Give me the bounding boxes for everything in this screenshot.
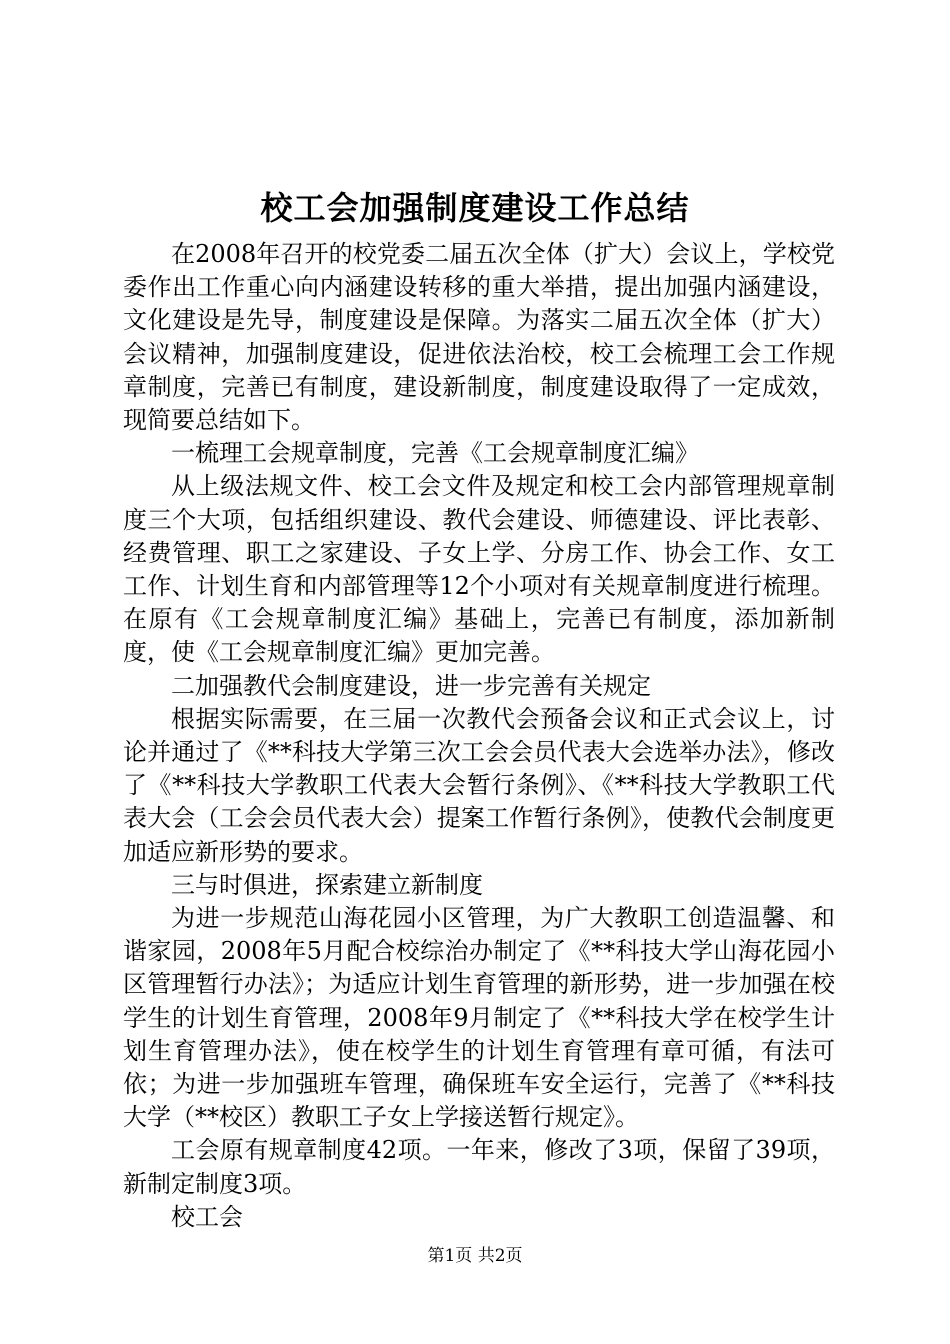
section-heading-3: 三与时俱进，探索建立新制度 xyxy=(171,870,483,899)
document-title: 校工会加强制度建设工作总结 xyxy=(260,189,690,227)
section-heading-1: 一梳理工会规章制度，完善《工会规章制度汇编》 xyxy=(171,439,699,468)
paragraph-section-1: 从上级法规文件、校工会文件及规定和校工会内部管理规章制度三个大项，包括组织建设、教代会建设、师德建设、评比表彰、经费管理、职工之家建设、子女上学、分房工作、协会工作、女工工作、计划生育和内部管理等12个小项对有关规章制度进行梳理。在原有《工会规章制度汇编》基础上，完善已有制度，添加新制度，使《工会规章制度汇编》更加完善。 xyxy=(123,472,835,667)
paragraph-summary: 工会原有规章制度42项。一年来，修改了3项，保留了39项，新制定制度3项。 xyxy=(123,1136,835,1198)
document-body xyxy=(123,238,835,1234)
paragraph-section-3: 为进一步规范山海花园小区管理，为广大教职工创造温馨、和谐家园，2008年5月配合校综治办制定了《**科技大学山海花园小区管理暂行办法》；为适应计划生育管理的新形势，进一步加强在校学生的计划生育管理，2008年9月制定了《**科技大学在校学生计划生育管理办法》，使在校学生的计划生育管理有章可循，有法可依；为进一步加强班车管理，确保班车安全运行，完善了《**科技大学（**校区）教职工子女上学接送暂行规定》。 xyxy=(123,904,835,1132)
page-footer: 第1页 共2页 xyxy=(427,1246,523,1266)
section-heading-2: 二加强教代会制度建设，进一步完善有关规定 xyxy=(171,671,651,700)
paragraph-intro: 在2008年召开的校党委二届五次全体（扩大）会议上，学校党委作出工作重心向内涵建设转移的重大举措，提出加强内涵建设，文化建设是先导，制度建设是保障。为落实二届五次全体（扩大）会议精神，加强制度建设，促进依法治校，校工会梳理工会工作规章制度，完善已有制度，建设新制度，制度建设取得了一定成效，现简要总结如下。 xyxy=(123,240,835,435)
paragraph-section-2: 根据实际需要，在三届一次教代会预备会议和正式会议上，讨论并通过了《**科技大学第三次工会会员代表大会选举办法》，修改了《**科技大学教职工代表大会暂行条例》、《**科技大学教职工代表大会（工会会员代表大会）提案工作暂行条例》，使教代会制度更加适应新形势的要求。 xyxy=(123,704,835,866)
signature: 校工会 xyxy=(171,1202,243,1231)
